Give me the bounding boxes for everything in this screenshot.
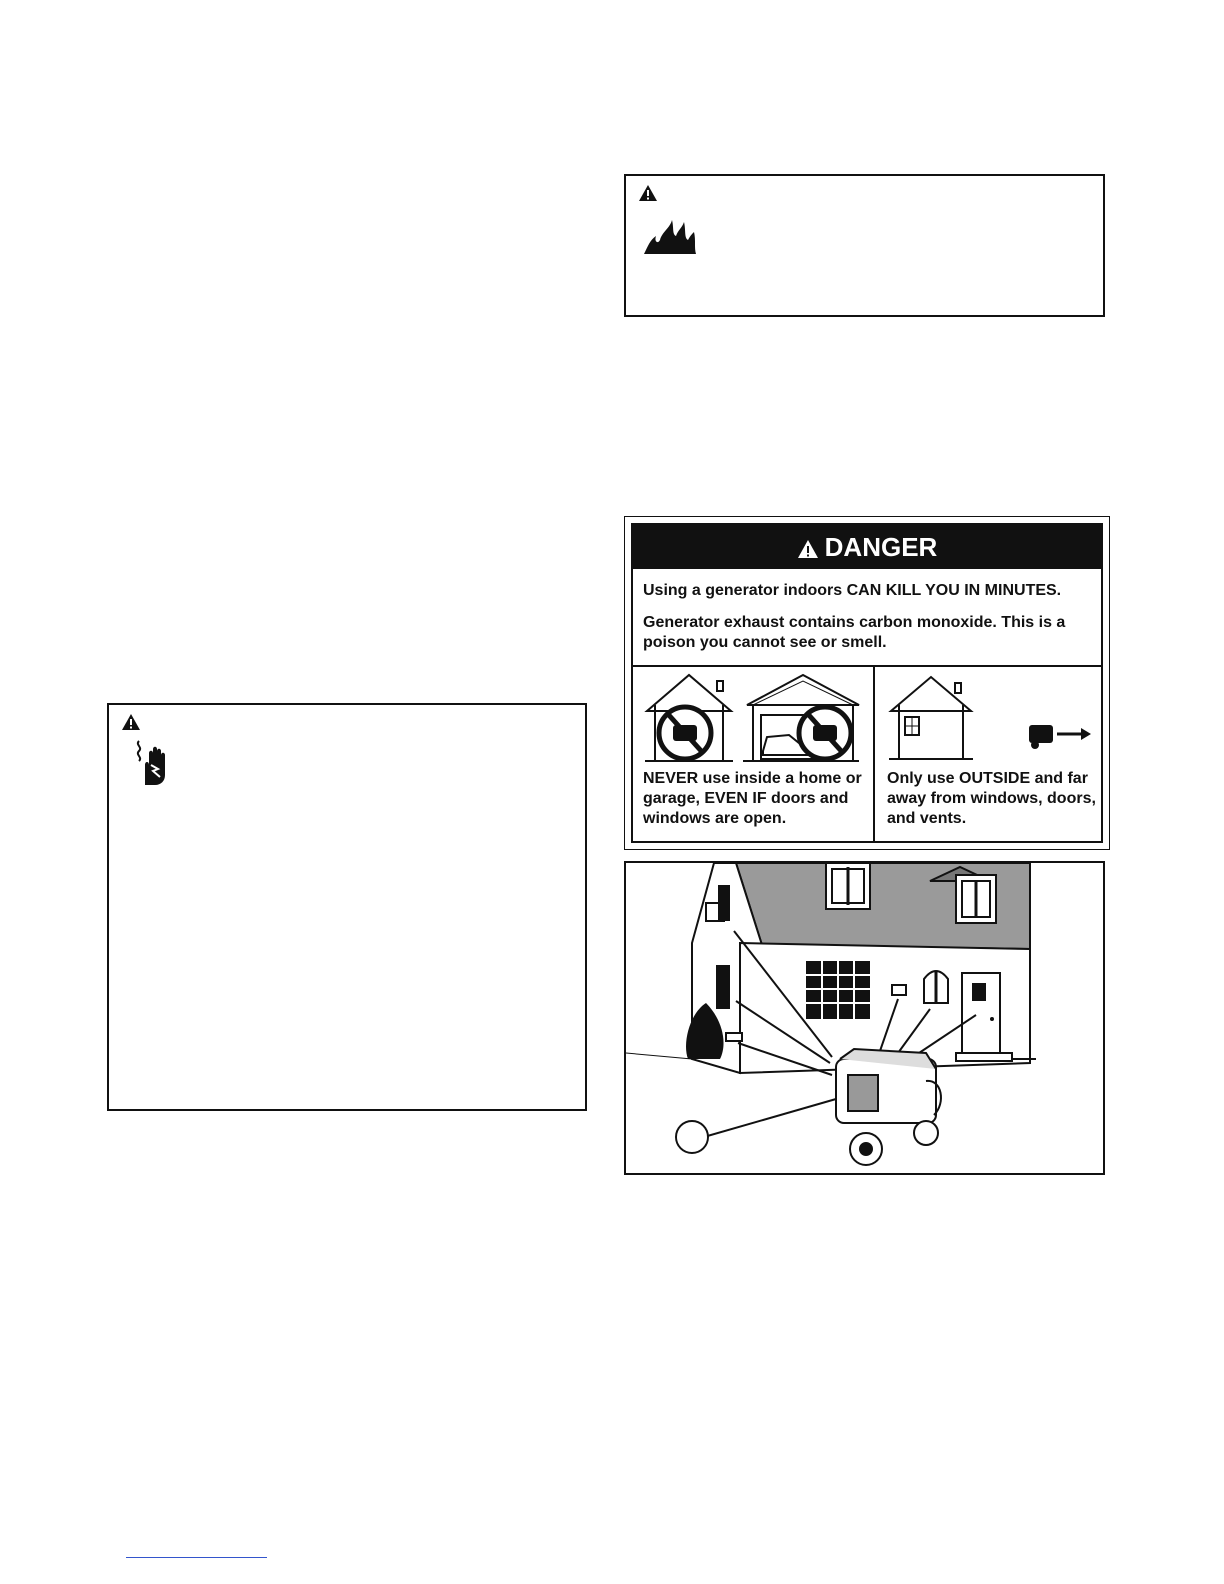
danger-label-inner	[631, 523, 1103, 843]
divider	[633, 665, 1101, 667]
house-illustration	[626, 863, 1103, 1173]
danger-label	[624, 516, 1110, 850]
outside-only-text: Only use OUTSIDE and far away from windows, doors, and vents.	[887, 770, 1096, 827]
danger-line-2: Generator exhaust contains carbon monoxide. This is a poison you cannot see or smell.	[643, 614, 1066, 651]
divider	[873, 665, 875, 841]
danger-header	[633, 525, 1101, 569]
danger-line-1a: Using a generator indoors	[643, 582, 847, 599]
fire-icon	[642, 216, 698, 256]
no-indoor-use-pictogram	[643, 671, 861, 763]
warning-triangle-icon	[638, 184, 658, 202]
danger-title: DANGER	[824, 532, 938, 562]
shock-warning-box	[107, 703, 587, 1111]
electric-shock-hand-icon	[131, 739, 171, 787]
warning-triangle-icon	[797, 539, 819, 559]
fire-warning-box	[624, 174, 1105, 317]
outdoor-use-pictogram	[885, 671, 1095, 763]
never-indoors-text: NEVER use inside a home or garage, EVEN IF doors and windows are open.	[643, 770, 862, 827]
generator-placement-illustration	[624, 861, 1105, 1175]
warning-triangle-icon	[121, 713, 141, 731]
footer-link-rule	[126, 1557, 267, 1558]
danger-line-1	[643, 581, 1095, 601]
danger-line-1b: CAN KILL YOU IN MINUTES.	[846, 582, 1062, 599]
